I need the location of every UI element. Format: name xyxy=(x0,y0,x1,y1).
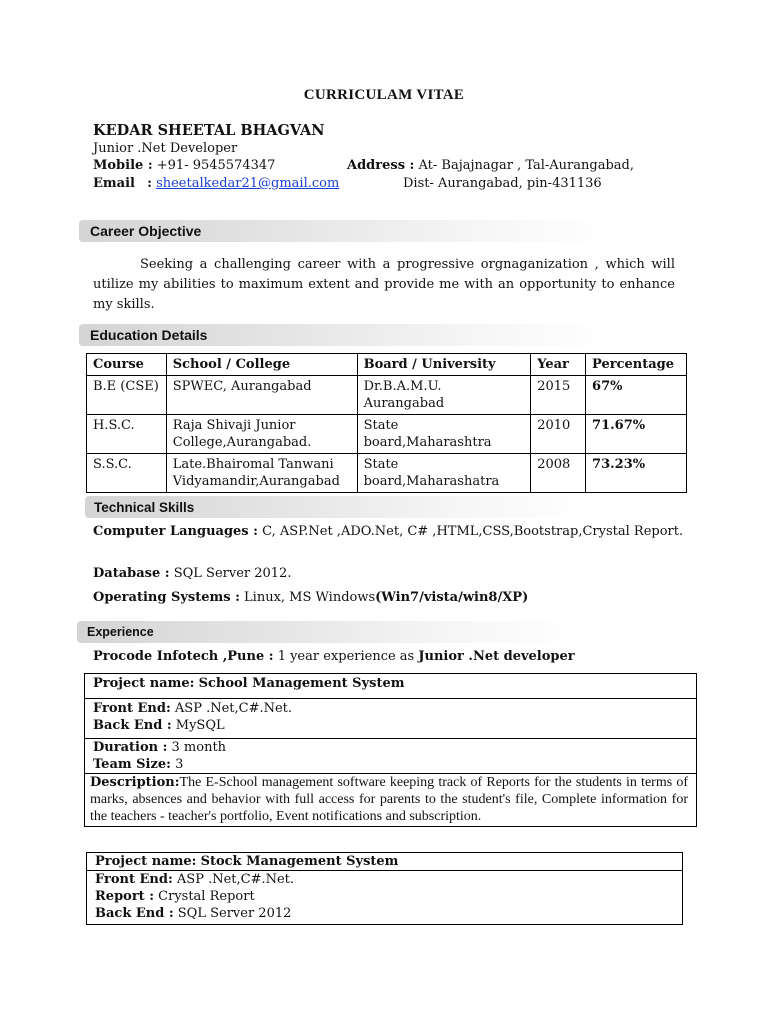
project-1-box xyxy=(84,673,697,827)
objective-line-1: Seeking a challenging career with a progressive orgnaganization , which will xyxy=(140,257,675,272)
os-versions: (Win7/vista/win8/XP) xyxy=(375,590,529,605)
table-row xyxy=(87,415,687,454)
experience-role: Junior .Net developer xyxy=(418,649,575,664)
project-2-box xyxy=(86,852,683,925)
cell-year: 2015 xyxy=(531,376,586,415)
cell-school xyxy=(166,454,357,493)
experience-heading: Experience xyxy=(77,621,577,643)
project-1-description xyxy=(85,774,696,826)
project-1-name-label: Project name: xyxy=(93,676,195,691)
operating-systems-line xyxy=(93,590,528,605)
cell-school-line: Late.Bhairomal Tanwani xyxy=(172,457,334,472)
address-value-1: At- Bajajnagar , Tal-Aurangabad, xyxy=(418,158,634,173)
cell-board-line: State xyxy=(363,418,399,433)
cell-school xyxy=(166,376,357,415)
cell-board-line: State xyxy=(363,457,399,472)
table-row xyxy=(87,376,687,415)
project-2-back-value: SQL Server 2012 xyxy=(177,906,292,921)
column-header-year: Year xyxy=(531,354,586,376)
languages-label: Computer Languages : xyxy=(93,524,258,539)
project-1-back-value: MySQL xyxy=(175,718,225,733)
project-1-name-row xyxy=(85,674,696,699)
mobile-value: +91- 9545574347 xyxy=(156,158,276,173)
cell-year: 2010 xyxy=(531,415,586,454)
cell-board-line: Dr.B.A.M.U. Aurangabad xyxy=(363,379,445,411)
project-2-tech-row xyxy=(87,871,682,924)
cell-course: S.S.C. xyxy=(87,454,167,493)
objective-line-3: my skills. xyxy=(93,297,155,312)
cell-board xyxy=(357,454,531,493)
address-value-2: Dist- Aurangabad, pin-431136 xyxy=(403,176,602,191)
project-1-desc-value: The E-School management software keeping track of Reports for the students in terms of marks, absences and behavior with full access for parents to the student's file, Complete information for the teachers - teacher's portfolio, Event notifications and subscription. xyxy=(90,775,688,824)
project-1-front-value: ASP .Net,C#.Net. xyxy=(174,701,293,716)
technical-skills-heading: Technical Skills xyxy=(85,496,585,518)
address-label: Address : xyxy=(347,158,415,173)
cell-school-line: SPWEC, Aurangabad xyxy=(172,379,312,394)
experience-line xyxy=(93,649,575,664)
cell-school-line: College,Aurangabad. xyxy=(172,435,312,450)
cell-course: H.S.C. xyxy=(87,415,167,454)
project-2-name: Stock Management System xyxy=(200,854,399,869)
column-header-board: Board / University xyxy=(357,354,531,376)
computer-languages-line xyxy=(93,524,683,539)
objective-line-2: utilize my abilities to maximum extent and provide me with an opportunity to enhance xyxy=(93,277,675,292)
education-heading: Education Details xyxy=(79,324,609,346)
experience-duration: 1 year experience as xyxy=(277,649,415,664)
project-1-team-label: Team Size: xyxy=(93,757,171,772)
cell-course: B.E (CSE) xyxy=(87,376,167,415)
company-name: Procode Infotech ,Pune : xyxy=(93,649,274,664)
education-table xyxy=(86,353,687,493)
candidate-name: KEDAR SHEETAL BHAGVAN xyxy=(93,122,325,139)
cell-percentage: 67% xyxy=(586,376,687,415)
cell-board xyxy=(357,415,531,454)
column-header-school: School / College xyxy=(166,354,357,376)
os-label: Operating Systems : xyxy=(93,590,240,605)
cell-school-line: Raja Shivaji Junior xyxy=(172,418,296,433)
project-1-front-label: Front End: xyxy=(93,701,171,716)
email-label: Email xyxy=(93,176,135,191)
mobile-line xyxy=(93,158,275,173)
project-1-duration-row xyxy=(85,739,696,774)
project-2-report-label: Report : xyxy=(95,889,155,904)
email-link[interactable]: sheetalkedar21@gmail.com xyxy=(156,176,340,191)
cell-board-line: board,Maharashtra xyxy=(363,435,492,450)
project-1-duration-label: Duration : xyxy=(93,740,168,755)
mobile-label: Mobile : xyxy=(93,158,153,173)
database-line xyxy=(93,566,291,581)
cell-year: 2008 xyxy=(531,454,586,493)
os-value: Linux, MS Windows xyxy=(244,590,376,605)
candidate-role: Junior .Net Developer xyxy=(93,141,238,156)
cell-percentage: 71.67% xyxy=(586,415,687,454)
database-value: SQL Server 2012. xyxy=(173,566,292,581)
cell-school-line: Vidyamandir,Aurangabad xyxy=(172,474,340,489)
column-header-course: Course xyxy=(87,354,167,376)
document-title: CURRICULAM VITAE xyxy=(303,87,465,103)
project-1-team-value: 3 xyxy=(175,757,184,772)
email-line xyxy=(93,176,339,191)
project-1-tech-row xyxy=(85,699,696,739)
address-line-1 xyxy=(347,158,634,173)
education-header-row xyxy=(87,354,687,376)
project-2-name-row xyxy=(87,853,682,871)
project-2-front-value: ASP .Net,C#.Net. xyxy=(176,872,295,887)
project-1-back-label: Back End : xyxy=(93,718,172,733)
project-2-front-label: Front End: xyxy=(95,872,173,887)
cell-board xyxy=(357,376,531,415)
table-row xyxy=(87,454,687,493)
career-objective-heading: Career Objective xyxy=(79,220,609,242)
column-header-percentage: Percentage xyxy=(586,354,687,376)
career-objective-text xyxy=(93,255,675,315)
cell-school xyxy=(166,415,357,454)
cell-percentage: 73.23% xyxy=(586,454,687,493)
cell-board-line: board,Maharashatra xyxy=(363,474,500,489)
project-1-name: School Management System xyxy=(198,676,405,691)
database-label: Database : xyxy=(93,566,170,581)
project-2-report-value: Crystal Report xyxy=(158,889,255,904)
project-2-name-label: Project name: xyxy=(95,854,197,869)
project-1-desc-label: Description: xyxy=(90,775,180,790)
email-colon: : xyxy=(147,176,152,191)
languages-value: C, ASP.Net ,ADO.Net, C# ,HTML,CSS,Bootstrap,Crystal Report. xyxy=(262,524,684,539)
project-2-back-label: Back End : xyxy=(95,906,174,921)
project-1-duration-value: 3 month xyxy=(171,740,227,755)
